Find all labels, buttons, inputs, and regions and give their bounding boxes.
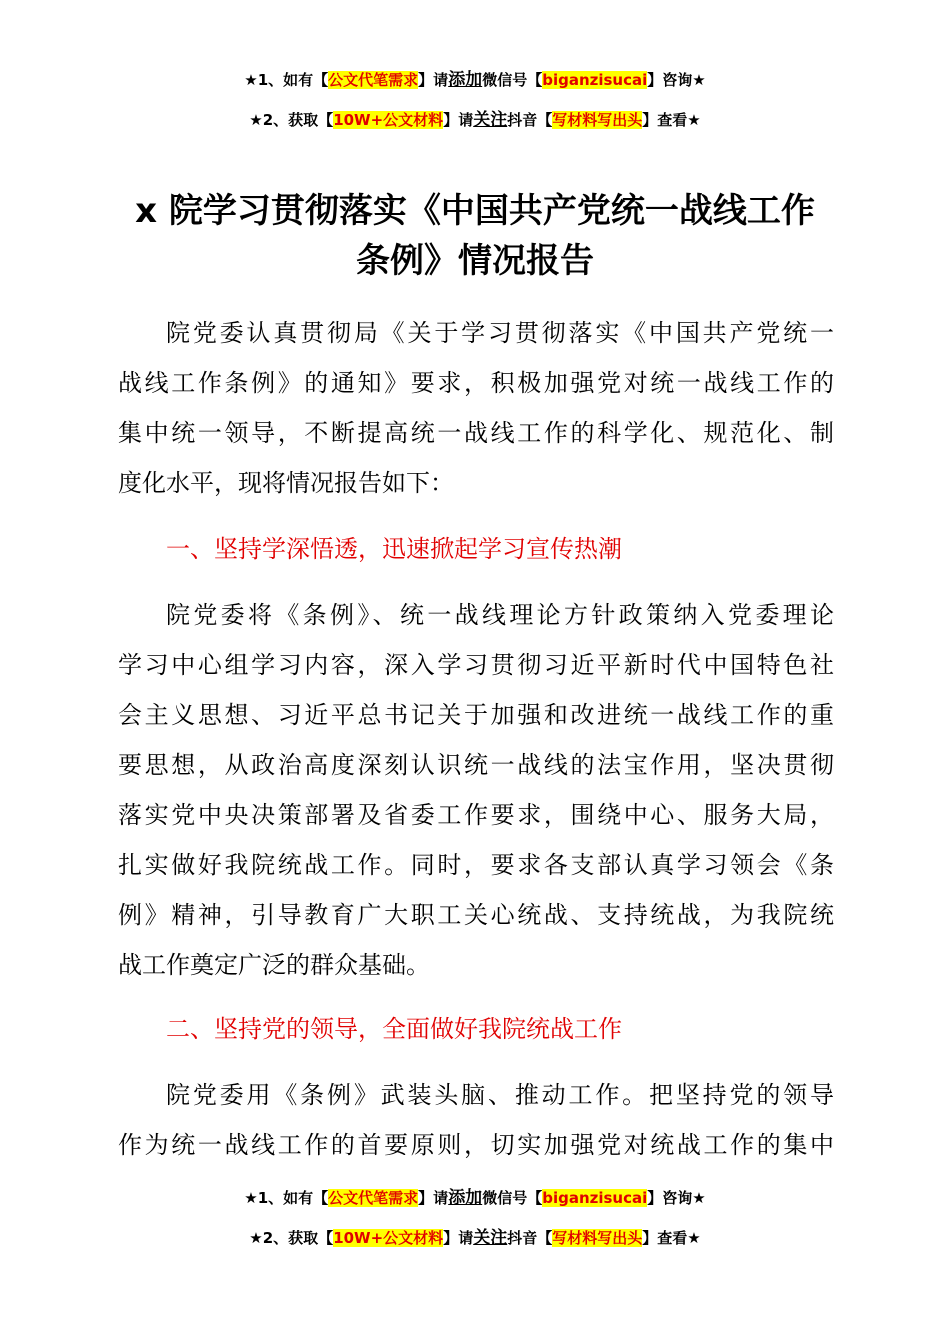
section-1-heading: 一、坚持学深悟透，迅速掀起学习宣传热潮 xyxy=(166,535,622,563)
promo-text: 微信号【 xyxy=(482,71,543,89)
footer-promo-line-1 xyxy=(0,1188,950,1208)
promo-suffix: 】查看★ xyxy=(642,1229,701,1247)
promo-suffix: 】咨询★ xyxy=(647,71,706,89)
paragraph-line: 学习中心组学习内容，深入学习贯彻习近平新时代中国特色社 xyxy=(118,651,834,679)
paragraph-line: 扎实做好我院统战工作。同时，要求各支部认真学习领会《条 xyxy=(118,851,834,879)
section-2-heading: 二、坚持党的领导，全面做好我院统战工作 xyxy=(166,1015,622,1043)
intro-paragraph xyxy=(118,308,834,508)
paragraph-line: 院党委将《条例》、统一战线理论方针政策纳入党委理论 xyxy=(166,601,834,629)
section-1-paragraph xyxy=(118,590,834,990)
title-line: 条例》情况报告 xyxy=(356,241,594,281)
paragraph-line: 院党委认真贯彻局《关于学习贯彻落实《中国共产党统一 xyxy=(166,319,834,347)
section-2-paragraph xyxy=(118,1070,834,1170)
promo-text: 】请 xyxy=(443,111,474,129)
header-promo-line-1 xyxy=(0,70,950,90)
promo-text: 微信号【 xyxy=(482,1189,543,1207)
promo-highlight: 公文代笔需求 xyxy=(328,71,419,89)
footer-promo-line-2 xyxy=(0,1228,950,1248)
title-line: x 院学习贯彻落实《中国共产党统一战线工作 xyxy=(135,191,815,231)
paragraph-line: 战线工作条例》的通知》要求，积极加强党对统一战线工作的 xyxy=(118,369,834,397)
promo-text: 抖音【 xyxy=(507,111,553,129)
promo-suffix: 】查看★ xyxy=(642,111,701,129)
paragraph-line: 作为统一战线工作的首要原则，切实加强党对统战工作的集中 xyxy=(118,1131,834,1159)
promo-text: 】请 xyxy=(418,1189,449,1207)
paragraph-line: 院党委用《条例》武装头脑、推动工作。把坚持党的领导 xyxy=(166,1081,834,1109)
paragraph-line: 例》精神，引导教育广大职工关心统战、支持统战，为我院统 xyxy=(118,901,834,929)
promo-text: 】请 xyxy=(443,1229,474,1247)
promo-emphasis: 添加 xyxy=(448,1188,483,1208)
promo-prefix: ★2、获取【 xyxy=(249,111,334,129)
promo-suffix: 】咨询★ xyxy=(647,1189,706,1207)
paragraph-line: 落实党中央决策部署及省委工作要求，围绕中心、服务大局， xyxy=(118,801,834,829)
paragraph-line: 战工作奠定广泛的群众基础。 xyxy=(118,951,430,979)
paragraph-line: 会主义思想、习近平总书记关于加强和改进统一战线工作的重 xyxy=(118,701,834,729)
header-promo-line-2 xyxy=(0,110,950,130)
promo-highlight: 10W+公文材料 xyxy=(333,111,444,129)
promo-highlight: 10W+公文材料 xyxy=(333,1229,444,1247)
promo-emphasis: 关注 xyxy=(473,110,508,130)
promo-wechat-id: biganzisucai xyxy=(542,71,648,89)
paragraph-line: 度化水平，现将情况报告如下： xyxy=(118,469,454,497)
promo-highlight: 公文代笔需求 xyxy=(328,1189,419,1207)
promo-prefix: ★1、如有【 xyxy=(244,71,329,89)
document-title xyxy=(60,186,890,286)
paragraph-line: 要思想，从政治高度深刻认识统一战线的法宝作用，坚决贯彻 xyxy=(118,751,834,779)
promo-emphasis: 关注 xyxy=(473,1228,508,1248)
promo-text: 抖音【 xyxy=(507,1229,553,1247)
promo-text: 】请 xyxy=(418,71,449,89)
promo-prefix: ★1、如有【 xyxy=(244,1189,329,1207)
promo-prefix: ★2、获取【 xyxy=(249,1229,334,1247)
promo-douyin-id: 写材料写出头 xyxy=(552,111,643,129)
promo-douyin-id: 写材料写出头 xyxy=(552,1229,643,1247)
paragraph-line: 集中统一领导，不断提高统一战线工作的科学化、规范化、制 xyxy=(118,419,834,447)
promo-wechat-id: biganzisucai xyxy=(542,1189,648,1207)
promo-emphasis: 添加 xyxy=(448,70,483,90)
